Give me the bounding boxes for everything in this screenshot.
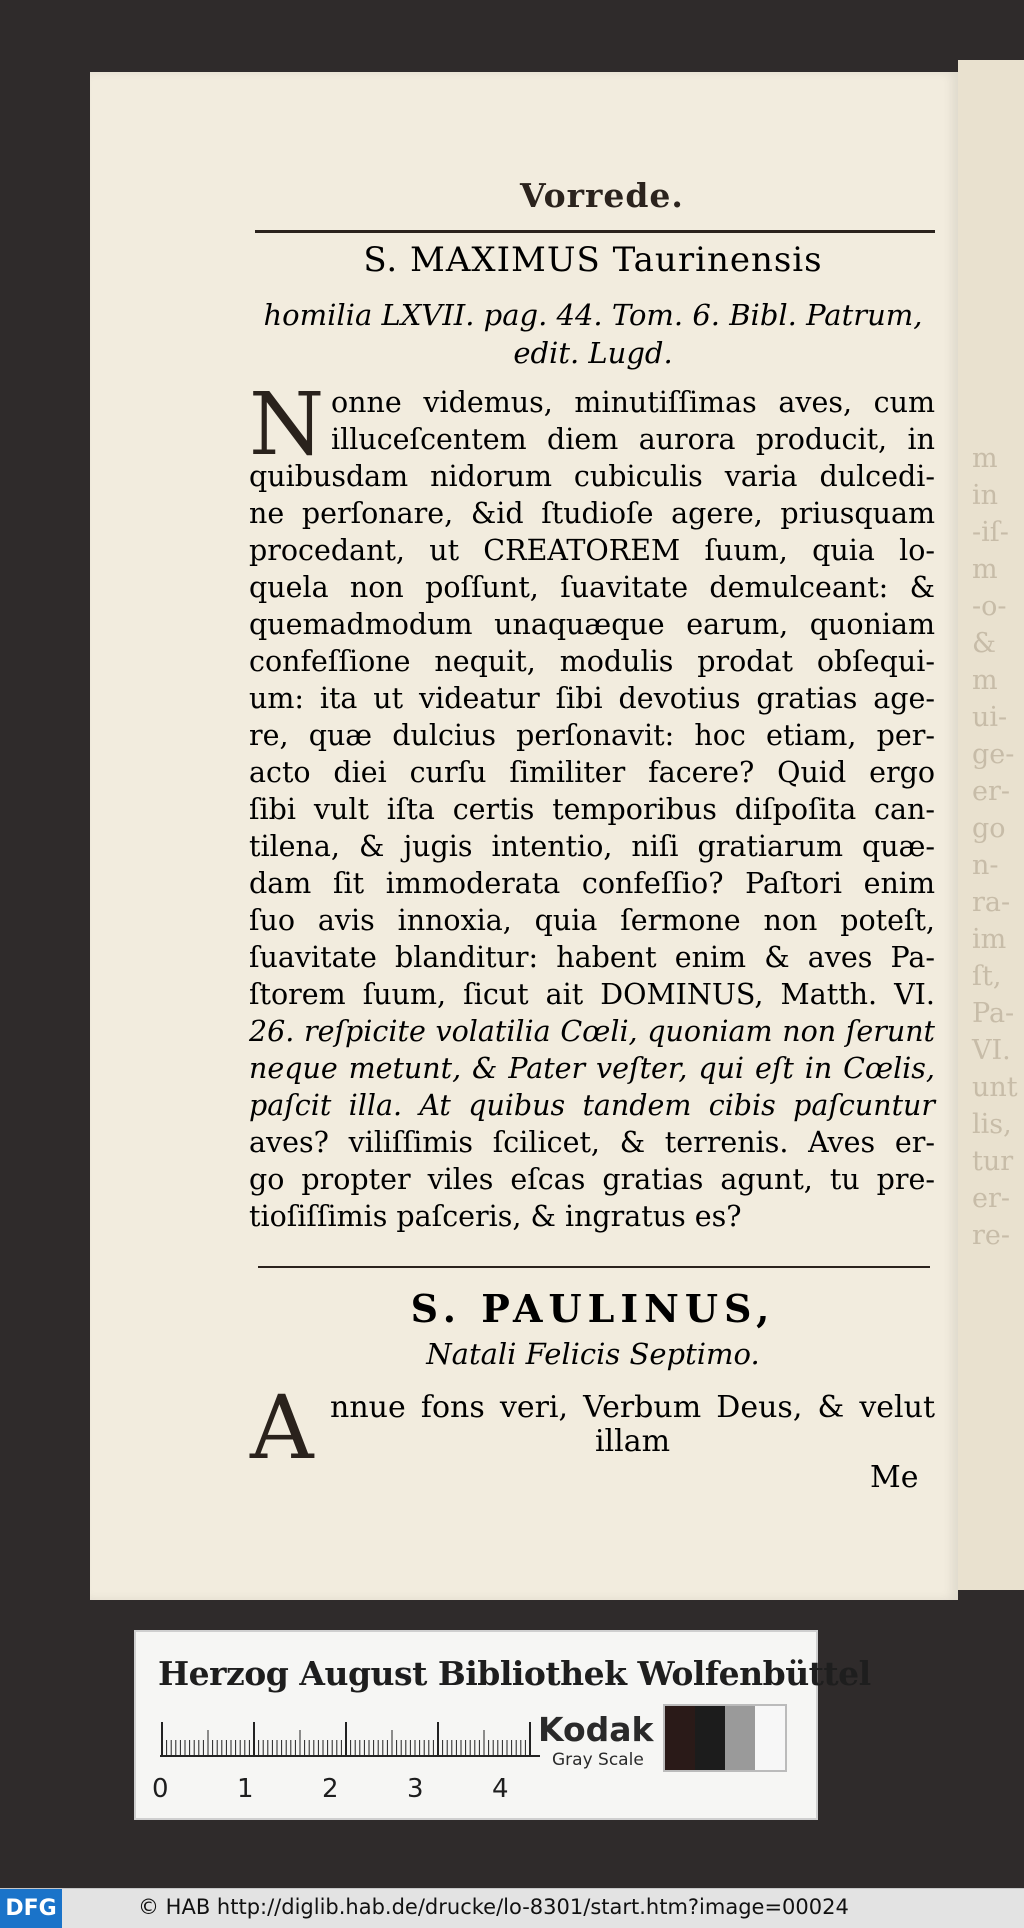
subtitle-line: edit. Lugd.: [513, 336, 673, 370]
ruler-number: 0: [152, 1774, 169, 1804]
library-label-card: [134, 1630, 871, 1820]
gray-scale-swatches: [663, 1704, 787, 1772]
running-head: Vorrede.: [520, 176, 684, 215]
facing-page-fragment: lis,: [972, 1109, 1012, 1140]
facing-page-fragment: ge-: [972, 739, 1015, 770]
footer-source-link[interactable]: © HAB http://diglib.hab.de/drucke/lo-8301/start.htm?image=00024: [138, 1895, 849, 1919]
facing-page-fragment: unt: [972, 1072, 1018, 1103]
facing-page-fragment: im: [972, 924, 1007, 955]
kodak-gray-scale-label: Gray Scale: [552, 1750, 644, 1770]
kodak-logo: Kodak: [538, 1710, 654, 1749]
text-line: quemadmodum unaquæque earum, quoniam: [249, 608, 935, 641]
text-line: quibusdam nidorum cubiculis varia dulcedi-: [249, 460, 935, 493]
text-line: paſcit illa. At quibus tandem cibis paſcuntur: [249, 1089, 935, 1122]
library-label-title: Herzog August Bibliothek Wolfenbüttel: [158, 1654, 871, 1693]
facing-page-fragment: ra-: [972, 887, 1011, 918]
facing-page-fragment: Pa-: [972, 998, 1015, 1029]
facing-page-fragment: tur: [972, 1146, 1014, 1177]
facing-page-fragment: ui-: [972, 702, 1008, 733]
ruler-number: 1: [237, 1774, 254, 1804]
facing-page-fragment: go: [972, 813, 1006, 844]
text-line: um: ita ut videatur ſibi devotius gratias age-: [249, 682, 935, 715]
text-line: ſuavitate blanditur: habent enim & aves Pa-: [249, 941, 935, 974]
text-line: ſuo avis innoxia, quia ſermone non poteſt,: [249, 904, 935, 937]
facing-page-text: [972, 440, 1024, 1254]
facing-page-fragment: re-: [972, 1220, 1011, 1251]
text-line: tilena, & jugis intentio, niſi gratiarum quæ-: [249, 830, 935, 863]
paulinus-line-2: illam: [594, 1424, 671, 1459]
subtitle-line: homilia LXVII. pag. 44. Tom. 6. Bibl. Patrum,: [263, 298, 923, 332]
text-line: ſtorem ſuum, ſicut ait DOMINUS, Matth. VI.: [249, 978, 935, 1011]
facing-page-fragment: VI.: [972, 1035, 1011, 1066]
ruler-number: 3: [407, 1774, 424, 1804]
facing-page-fragment: ſt,: [972, 961, 1002, 992]
footer-bar: [0, 1888, 1024, 1928]
facing-page-fragment: m: [972, 443, 998, 474]
facing-page-fragment: m: [972, 665, 998, 696]
drop-cap-a: A: [250, 1376, 314, 1479]
gray-swatch: [725, 1706, 755, 1770]
ruler-numbers: [152, 1774, 532, 1806]
facing-page-fragment: er-: [972, 776, 1011, 807]
section-title-paulinus: S. PAULINUS,: [410, 1286, 776, 1331]
text-line: procedant, ut CREATOREM ſuum, quia lo-: [249, 534, 935, 567]
facing-page-fragment: n-: [972, 850, 999, 881]
section-subtitle-paulinus: Natali Felicis Septimo.: [426, 1337, 760, 1371]
head-rule: [255, 230, 935, 233]
text-line: 26. reſpicite volatilia Cœli, quoniam non ſerunt: [249, 1015, 935, 1048]
facing-page-fragment: in: [972, 480, 999, 511]
text-line: neque metunt, & Pater veſter, qui eſt in Cœlis,: [249, 1052, 935, 1085]
text-line: ſibi vult iſta certis temporibus diſpoſita can-: [249, 793, 935, 826]
facing-page-edge: [958, 60, 1024, 1590]
text-line: illuceſcentem diem aurora producit, in: [331, 423, 935, 456]
text-line: quela non poſſunt, ſuavitate demulceant: &: [249, 571, 935, 604]
text-line: acto diei curſu ſimiliter facere? Quid ergo: [249, 756, 935, 789]
text-line: onne videmus, minutiſſimas aves, cum: [331, 386, 935, 419]
ruler-number: 4: [492, 1774, 509, 1804]
facing-page-fragment: -iſ-: [972, 517, 1009, 548]
text-line: tioſiſſimis paſceris, & ingratus es?: [249, 1200, 742, 1233]
gray-swatch: [695, 1706, 725, 1770]
section-divider: [258, 1266, 930, 1268]
facing-page-fragment: -o-: [972, 591, 1007, 622]
text-line: confeſſione nequit, modulis prodat obſequi-: [249, 645, 935, 678]
section-subtitle-maximus: [253, 296, 933, 372]
section-title-maximus: S. MAXIMUS Taurinensis: [363, 240, 823, 280]
paulinus-line-1: nnue fons veri, Verbum Deus, & velut: [330, 1390, 935, 1425]
catchword: Me: [870, 1460, 919, 1495]
text-line: go propter viles eſcas gratias agunt, tu pre-: [249, 1163, 935, 1196]
dfg-logo: DFG: [0, 1889, 62, 1928]
facing-page-fragment: m: [972, 554, 998, 585]
drop-cap-n: N: [249, 375, 325, 475]
gray-swatch: [665, 1706, 695, 1770]
text-line: ne perſonare, &id ſtudioſe agere, priusquam: [249, 497, 935, 530]
gray-swatch: [755, 1706, 785, 1770]
facing-page-fragment: er-: [972, 1183, 1011, 1214]
ruler-number: 2: [322, 1774, 339, 1804]
text-line: dam ſit immoderata confeſſio? Paſtori enim: [249, 867, 935, 900]
text-line: aves? viliſſimis ſcilicet, & terrenis. Aves er-: [249, 1126, 935, 1159]
facing-page-fragment: &: [972, 628, 997, 659]
text-line: re, quæ dulcius perſonavit: hoc etiam, per-: [249, 719, 935, 752]
measurement-ruler: [160, 1722, 540, 1762]
maximus-text: [249, 375, 935, 1235]
